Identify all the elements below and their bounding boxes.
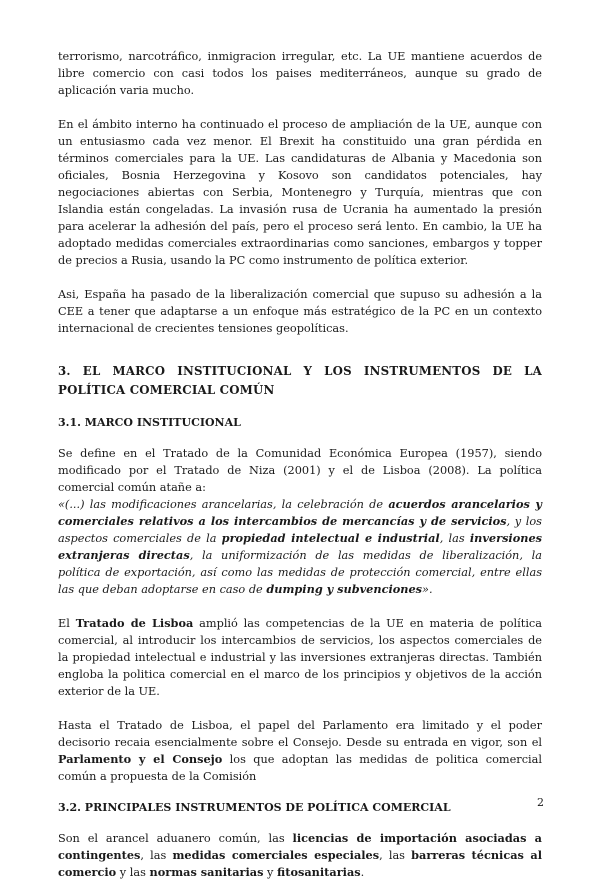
quote-text: , y los aspectos comerciales de la (58, 515, 542, 545)
subsection-3-1-heading: 3.1. MARCO INSTITUCIONAL (58, 416, 241, 429)
quote-text: , las (439, 532, 470, 545)
body-text: Hasta el Tratado de Lisboa, el papel del Parlamento era limitado y el poder decisorio recaia esencialmente sobre el Consejo. Desde su entrada en vigor, son el (58, 719, 542, 749)
treaty-quote (58, 498, 542, 596)
section-3-heading: 3. EL MARCO INSTITUCIONAL Y LOS INSTRUMENTOS DE LA POLÍTICA COMERCIAL COMÚN (58, 364, 542, 397)
quote-text: ». (422, 583, 433, 596)
paragraph-treaty-definition (58, 445, 542, 598)
body-text: . (360, 866, 365, 879)
bold-text: medidas comerciales especiales (172, 848, 380, 862)
paragraph-enlargement: En el ámbito interno ha continuado el proceso de ampliación de la UE, aunque con un entusiasmo cada vez menor. El Brexit ha constituido una gran pérdida en términos comerciales para la UE. Las candidaturas de Albania y Macedonia son oficiales, Bosnia Herzegovina y Kosovo son candidatos potenciales, hay negociaciones abiertas con Serbia, Montenegro y Turquía, mientras que con Islandia están congeladas. La invasión rusa de Ucrania ha aumentado la presión para acelerar la adhesión del país, pero el proceso será lento. En cambio, la UE ha adoptado medidas comerciales extraordinarias como sanciones, embargos y topper de precios a Rusia, usando la PC como instrumento de política exterior. (58, 118, 542, 267)
bold-text: barreras técnicas al comercio (58, 848, 542, 879)
quote-text: «(...) las modificaciones arancelarias, la celebración de (58, 498, 389, 511)
quote-text: , la uniformización de las medidas de liberalización, la política de exportación, así como las medidas de protección comercial, entre ellas las que deban adoptarse en caso de (58, 549, 542, 596)
body-text: y las (116, 866, 150, 879)
quote-bold-text: propiedad intelectual e industrial (221, 531, 440, 545)
quote-bold-text: dumping y subvenciones (266, 582, 423, 596)
bold-text: Tratado de Lisboa (75, 616, 194, 630)
body-text: y (263, 866, 278, 879)
bold-text: normas sanitarias (149, 865, 264, 879)
body-text: Son el arancel aduanero común, las (58, 832, 293, 845)
body-text: los que adoptan las medidas de politica comercial común a propuesta de la Comisión (58, 753, 542, 783)
treaty-definition-text: Se define en el Tratado de la Comunidad Económica Europea (1957), siendo modificado por el Tratado de Niza (2001) y el de Lisboa (2008). La política comercial común atañe a: (58, 447, 542, 494)
paragraph-spain-conclusion: Asi, España ha pasado de la liberalización comercial que supuso su adhesión a la CEE a tener que adaptarse a un enfoque más estratégico de la PC en un contexto internacional de crecientes tensiones geopolíticas. (58, 288, 542, 335)
paragraph-lisbon-treaty (58, 615, 542, 700)
bold-text: fitosanitarias (277, 865, 361, 879)
subsection-3-2-heading: 3.2. PRINCIPALES INSTRUMENTOS DE POLÍTICA COMERCIAL (58, 801, 451, 814)
paragraph-parliament-council (58, 717, 542, 785)
paragraph-mediterranean: terrorismo, narcotráfico, inmigracion irregular, etc. La UE mantiene acuerdos de libre comercio con casi todos los paises mediterráneos, aunque su grado de aplicación varia mucho. (58, 50, 542, 97)
bold-text: Parlamento y el Consejo (58, 752, 223, 766)
paragraph-instruments (58, 830, 542, 881)
quote-bold-text: inversiones extranjeras directas (58, 531, 543, 562)
body-text: , las (379, 849, 412, 862)
body-text: , las (140, 849, 173, 862)
body-text: amplió las competencias de la UE en materia de política comercial, al introducir los intercambios de servicios, los aspectos comerciales de la propiedad intelectual e industrial y las inversiones extranjeras directas. También engloba la politica comercial en el marco de los principios y objetivos de la acción exterior de la UE. (58, 617, 542, 698)
page-number: 2 (537, 796, 544, 809)
bold-text: licencias de importación asociadas a contingentes (58, 831, 542, 862)
quote-bold-text: acuerdos arancelarios y comerciales relativos a los intercambios de mercancías y de servicios (58, 497, 542, 528)
body-text: El (58, 617, 76, 630)
document-page (58, 48, 542, 881)
